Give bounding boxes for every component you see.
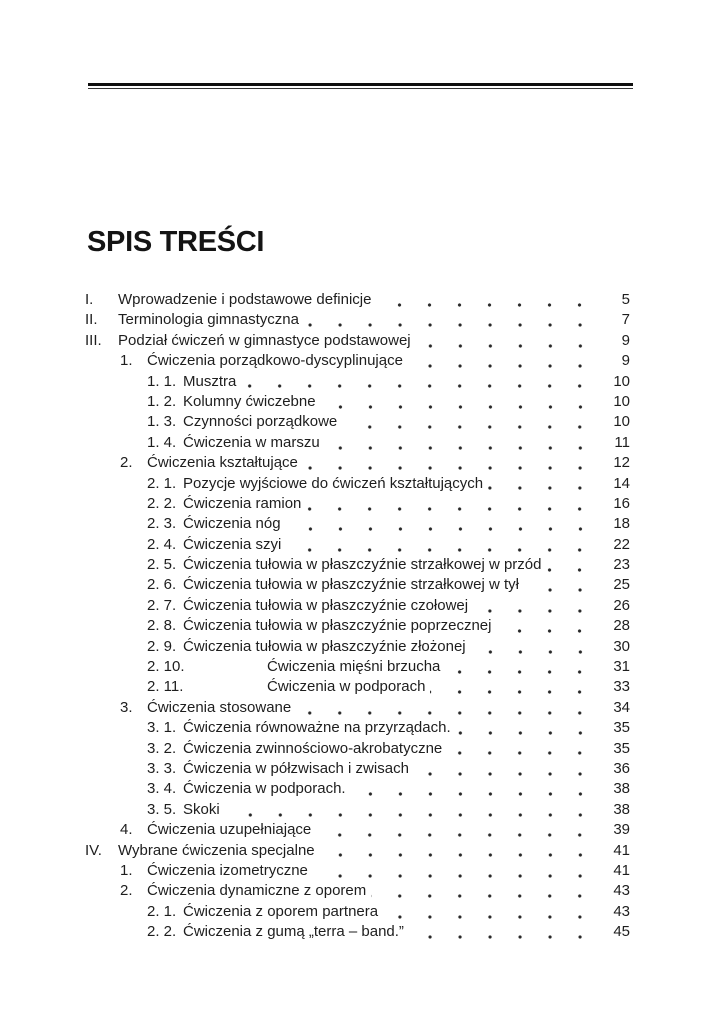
toc-page-number: 10 <box>613 372 630 390</box>
toc-entry-marker: 2. 1. <box>147 902 177 920</box>
toc-page-number: 41 <box>613 861 630 879</box>
toc-entry-title: Ćwiczenia w podporach. <box>183 780 346 798</box>
toc-page-number: 16 <box>613 494 630 512</box>
dot-leader <box>408 351 604 371</box>
toc-page-number: 9 <box>621 352 630 370</box>
dot-leader <box>445 657 604 677</box>
toc-entry-title: Ćwiczenia dynamiczne z oporem <box>147 882 367 900</box>
toc-entry-title: Ćwiczenia zwinnościowo-akrobatyczne <box>183 739 443 757</box>
toc-entry-title: Ćwiczenia równoważne na przyrządach. <box>183 719 451 737</box>
toc-row <box>85 392 630 412</box>
toc-row <box>85 575 630 595</box>
toc-row <box>85 555 630 575</box>
toc-page-number: 41 <box>613 841 630 859</box>
toc-entry-marker: IV. <box>85 841 102 859</box>
dot-leader <box>313 861 604 881</box>
toc-list <box>85 290 630 943</box>
toc-entry-marker: 1. <box>120 352 133 370</box>
toc-row <box>85 596 630 616</box>
toc-entry-marker: 3. 3. <box>147 759 177 777</box>
toc-entry-title: Czynności porządkowe <box>183 413 338 431</box>
toc-entry-title: Ćwiczenia porządkowo-dyscyplinujące <box>147 352 403 370</box>
toc-entry-title: Ćwiczenia tułowia w płaszczyźnie strzałkowej w tył <box>183 576 519 594</box>
toc-entry-marker: 2. 5. <box>147 556 177 574</box>
toc-entry-title: Pozycje wyjściowe do ćwiczeń kształtujących <box>183 474 484 492</box>
dot-leader <box>471 637 604 657</box>
toc-entry-title: Ćwiczenia w marszu <box>183 433 320 451</box>
dot-leader <box>225 800 604 820</box>
toc-entry-title: Musztra <box>183 372 237 390</box>
toc-entry-title: Ćwiczenia w półzwisach i zwisach <box>183 759 409 777</box>
toc-row <box>85 535 630 555</box>
toc-entry-title: Ćwiczenia w podporach <box>267 678 426 696</box>
dot-leader <box>371 881 604 901</box>
toc-page-number: 7 <box>621 311 630 329</box>
toc-entry-title: Ćwiczenia tułowia w płaszczyźnie strzałkowej w przód <box>183 556 542 574</box>
toc-entry-marker: 2. 7. <box>147 596 177 614</box>
toc-row <box>85 739 630 759</box>
toc-page-number: 9 <box>621 331 630 349</box>
toc-row <box>85 474 630 494</box>
toc-page-number: 34 <box>613 698 630 716</box>
toc-row <box>85 310 630 330</box>
dot-leader <box>496 616 604 636</box>
toc-row <box>85 881 630 901</box>
toc-row <box>85 861 630 881</box>
toc-row <box>85 453 630 473</box>
toc-entry-marker: 2. 6. <box>147 576 177 594</box>
toc-page-number: 10 <box>613 413 630 431</box>
page-title: SPIS TREŚCI <box>87 226 265 259</box>
toc-row <box>85 494 630 514</box>
dot-leader <box>304 310 604 330</box>
toc-entry-marker: 2. 11. <box>147 678 184 696</box>
toc-entry-marker: 1. 3. <box>147 413 177 431</box>
toc-entry-title: Ćwiczenia tułowia w płaszczyźnie czołowej <box>183 596 469 614</box>
toc-entry-marker: 2. 2. <box>147 494 177 512</box>
toc-entry-title: Ćwiczenia kształtujące <box>147 454 298 472</box>
toc-entry-marker: 2. 2. <box>147 923 177 941</box>
toc-entry-marker: 2. 1. <box>147 474 177 492</box>
toc-page-number: 18 <box>613 515 630 533</box>
toc-page-number: 45 <box>613 923 630 941</box>
dot-leader <box>351 779 604 799</box>
toc-row <box>85 290 630 310</box>
dot-leader <box>546 555 604 575</box>
toc-entry-marker: 3. 1. <box>147 719 177 737</box>
toc-page-number: 38 <box>613 780 630 798</box>
toc-entry-title: Terminologia gimnastyczna <box>118 311 299 329</box>
toc-page-number: 33 <box>613 678 630 696</box>
toc-entry-marker: 2. <box>120 882 133 900</box>
toc-entry-title: Ćwiczenia izometryczne <box>147 861 308 879</box>
toc-entry-marker: 3. 5. <box>147 800 177 818</box>
toc-entry-title: Ćwiczenia stosowane <box>147 698 292 716</box>
toc-page-number: 28 <box>613 617 630 635</box>
toc-page-number: 39 <box>613 821 630 839</box>
toc-page-number: 22 <box>613 535 630 553</box>
double-rule <box>88 83 633 89</box>
toc-entry-marker: 4. <box>120 821 133 839</box>
toc-row <box>85 433 630 453</box>
toc-row <box>85 718 630 738</box>
toc-entry-marker: 2. 8. <box>147 617 177 635</box>
toc-entry-title: Ćwiczenia ramion <box>183 494 302 512</box>
dot-leader <box>286 535 604 555</box>
toc-entry-marker: 2. <box>120 454 133 472</box>
dot-leader <box>286 514 604 534</box>
dot-leader <box>316 820 604 840</box>
dot-leader <box>430 677 604 697</box>
dot-leader <box>306 494 604 514</box>
dot-leader <box>447 739 604 759</box>
toc-page-number: 38 <box>613 800 630 818</box>
toc-page-number: 31 <box>613 658 630 676</box>
toc-row <box>85 759 630 779</box>
toc-entry-title: Ćwiczenia uzupełniające <box>147 821 312 839</box>
toc-page-number: 43 <box>613 902 630 920</box>
dot-leader <box>321 392 604 412</box>
toc-entry-title: Wybrane ćwiczenia specjalne <box>118 841 315 859</box>
toc-page-number: 30 <box>613 637 630 655</box>
toc-entry-marker: III. <box>85 331 102 349</box>
toc-entry-title: Skoki <box>183 800 220 818</box>
dot-leader <box>296 698 604 718</box>
toc-entry-marker: 1. 4. <box>147 433 177 451</box>
toc-page-number: 43 <box>613 882 630 900</box>
toc-row <box>85 657 630 677</box>
toc-row <box>85 779 630 799</box>
toc-entry-title: Ćwiczenia szyi <box>183 535 282 553</box>
toc-entry-title: Ćwiczenia z gumą „terra – band.” <box>183 923 404 941</box>
toc-entry-marker: 2. 10. <box>147 658 185 676</box>
toc-entry-title: Ćwiczenia tułowia w płaszczyźnie złożonej <box>183 637 466 655</box>
dot-leader <box>524 575 604 595</box>
toc-entry-marker: II. <box>85 311 98 329</box>
dot-leader <box>342 412 604 432</box>
dot-leader <box>325 433 604 453</box>
toc-row <box>85 514 630 534</box>
toc-entry-title: Ćwiczenia nóg <box>183 515 281 533</box>
dot-leader <box>383 902 604 922</box>
dot-leader <box>473 596 604 616</box>
dot-leader <box>414 759 604 779</box>
toc-entry-marker: 1. <box>120 861 133 879</box>
toc-entry-marker: 2. 9. <box>147 637 177 655</box>
toc-page-number: 35 <box>613 719 630 737</box>
toc-page-number: 35 <box>613 739 630 757</box>
toc-entry-marker: 1. 2. <box>147 392 177 410</box>
toc-entry-title: Ćwiczenia z oporem partnera <box>183 902 379 920</box>
toc-row <box>85 800 630 820</box>
toc-row <box>85 637 630 657</box>
toc-row <box>85 351 630 371</box>
dot-leader <box>241 372 604 392</box>
toc-entry-marker: 3. 4. <box>147 780 177 798</box>
dot-leader <box>376 290 604 310</box>
toc-row <box>85 698 630 718</box>
toc-entry-title: Ćwiczenia mięśni brzucha <box>267 658 441 676</box>
toc-row <box>85 902 630 922</box>
toc-page-number: 12 <box>613 454 630 472</box>
toc-entry-title: Kolumny ćwiczebne <box>183 392 316 410</box>
dot-leader <box>456 718 604 738</box>
toc-row <box>85 820 630 840</box>
toc-entry-title: Wprowadzenie i podstawowe definicje <box>118 291 372 308</box>
toc-entry-marker: 2. 3. <box>147 515 177 533</box>
dot-leader <box>320 841 604 861</box>
toc-entry-marker: 3. 2. <box>147 739 177 757</box>
toc-page-number: 10 <box>613 392 630 410</box>
dot-leader <box>488 474 604 494</box>
toc-row <box>85 677 630 697</box>
dot-leader <box>416 331 604 351</box>
toc-row <box>85 616 630 636</box>
toc-page-number: 23 <box>613 556 630 574</box>
toc-row <box>85 922 630 942</box>
toc-entry-title: Podział ćwiczeń w gimnastyce podstawowej <box>118 331 411 349</box>
dot-leader <box>303 453 604 473</box>
toc-page-number: 5 <box>621 291 630 308</box>
toc-page-number: 11 <box>614 433 630 451</box>
toc-entry-title: Ćwiczenia tułowia w płaszczyźnie poprzecznej <box>183 617 492 635</box>
toc-row <box>85 841 630 861</box>
toc-page-number: 25 <box>613 576 630 594</box>
dot-leader <box>409 922 604 942</box>
toc-entry-marker: 2. 4. <box>147 535 177 553</box>
toc-page-number: 36 <box>613 759 630 777</box>
toc-page-number: 26 <box>613 596 630 614</box>
toc-row <box>85 412 630 432</box>
toc-entry-marker: 1. 1. <box>147 372 177 390</box>
toc-entry-marker: 3. <box>120 698 133 716</box>
toc-entry-marker: I. <box>85 291 94 308</box>
toc-row <box>85 331 630 351</box>
toc-page-number: 14 <box>613 474 630 492</box>
toc-row <box>85 372 630 392</box>
